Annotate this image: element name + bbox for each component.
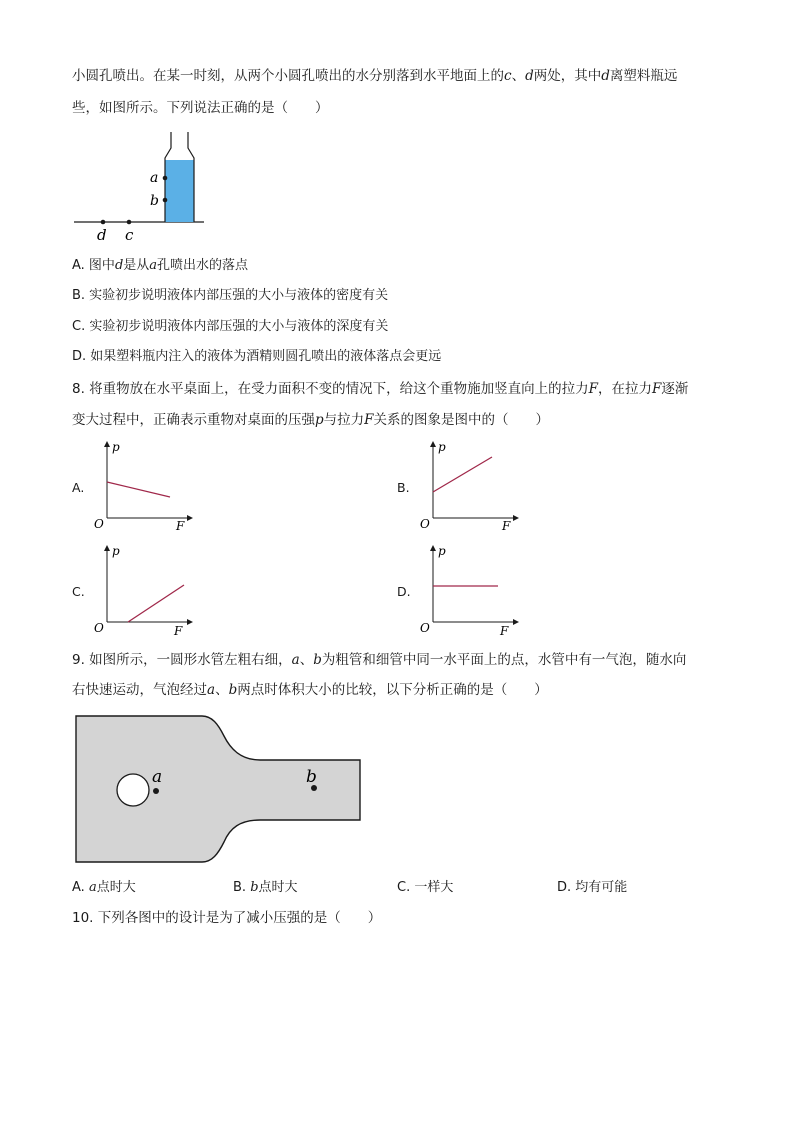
graph-a-line	[107, 482, 170, 497]
q10-stem: 10. 下列各图中的设计是为了减小压强的是（ ）	[72, 910, 382, 926]
q8-option-c-label[interactable]: C.	[72, 584, 85, 599]
graph-b-line	[433, 457, 492, 492]
q7-text: 小圆孔喷出。在某一时刻，从两个小圆孔喷出的水分别落到水平地面上的	[72, 68, 504, 84]
point-d	[101, 220, 106, 225]
svg-text:F: F	[500, 624, 509, 638]
svg-text:p: p	[438, 440, 446, 454]
graph-d[interactable]	[416, 542, 526, 638]
q7-text: A. 图中	[72, 258, 115, 273]
bottle-figure	[70, 128, 210, 246]
q9-text: B.	[233, 880, 251, 895]
hole-a	[163, 176, 168, 181]
svg-text:p: p	[438, 544, 446, 558]
label-b: b	[306, 767, 317, 787]
label-a: a	[152, 767, 163, 787]
graph-c-line	[128, 585, 184, 622]
graph-a[interactable]	[90, 438, 200, 532]
q9-sep: 、	[299, 652, 314, 668]
q7-option-a[interactable]	[72, 256, 248, 276]
q7-option-d[interactable]: D. 如果塑料瓶内注入的液体为酒精则圆孔喷出的液体落点会更远	[72, 349, 442, 364]
q9-sep: 、	[215, 682, 229, 698]
var-f: F	[588, 381, 599, 397]
pipe-figure	[74, 714, 366, 866]
q8-option-d-label[interactable]: D.	[397, 584, 411, 599]
q7-stem-line2: 些，如图所示。下列说法正确的是（ ）	[72, 100, 329, 116]
q9-stem-line2	[72, 680, 548, 700]
var-f: F	[652, 381, 662, 397]
var-d: d	[114, 258, 124, 273]
q7-option-b[interactable]: B. 实验初步说明液体内部压强的大小与液体的密度有关	[72, 288, 389, 303]
q7-option-c[interactable]: C. 实验初步说明液体内部压强的大小与液体的深度有关	[72, 319, 389, 334]
var-b: b	[313, 652, 322, 668]
q9-text: A.	[72, 880, 89, 895]
svg-text:O: O	[94, 517, 104, 531]
q7-sep: 、	[511, 68, 526, 84]
q8-text: 逐渐	[661, 381, 689, 397]
var-c: c	[504, 68, 512, 84]
svg-text:F: F	[176, 519, 185, 532]
q7-text: 孔喷出水的落点	[157, 258, 249, 273]
q9-text: 为粗管和细管中同一水平面上的点，水管中有一气泡，随水向	[321, 652, 687, 668]
label-a: a	[150, 170, 159, 186]
point-a	[153, 788, 159, 794]
q8-option-a-label[interactable]: A.	[72, 480, 85, 495]
q7-text: 是从	[123, 258, 150, 273]
q8-text: ，在拉力	[598, 381, 653, 397]
q7-stem-line1	[72, 66, 677, 86]
var-a: a	[149, 258, 158, 273]
q9-stem-line1	[72, 650, 686, 670]
q9-text: 9. 如图所示，一圆形水管左粗右细，	[72, 652, 292, 668]
label-c: c	[125, 226, 134, 244]
label-b: b	[150, 193, 159, 209]
svg-text:O: O	[94, 621, 104, 635]
bubble	[117, 774, 149, 806]
q7-text: 离塑料瓶远	[609, 68, 678, 84]
svg-text:p: p	[112, 544, 120, 558]
water-column	[165, 160, 194, 222]
q9-option-d[interactable]: D. 均有可能	[557, 880, 628, 895]
graph-c[interactable]	[90, 542, 200, 638]
label-d: d	[97, 226, 107, 244]
var-d: d	[601, 68, 610, 84]
q9-text: 点时大	[96, 880, 136, 895]
hole-b	[163, 198, 168, 203]
point-c	[127, 220, 132, 225]
q7-text: 两处，其中	[533, 68, 602, 84]
q8-text: 变大过程中，正确表示重物对桌面的压强	[72, 412, 315, 428]
q8-stem-line2	[72, 410, 549, 430]
q8-stem-line1	[72, 379, 688, 399]
var-f: F	[364, 412, 374, 428]
var-p: p	[315, 412, 324, 428]
svg-text:O: O	[420, 517, 430, 531]
svg-text:p: p	[112, 440, 120, 454]
var-a: a	[88, 880, 97, 895]
q8-text: 关系的图象是图中的（ ）	[373, 412, 550, 428]
var-d: d	[525, 68, 534, 84]
q9-option-a[interactable]	[72, 878, 136, 898]
q9-text: 右快速运动，气泡经过	[72, 682, 207, 698]
svg-text:F: F	[502, 519, 511, 532]
svg-text:O: O	[420, 621, 430, 635]
q9-option-c[interactable]: C. 一样大	[397, 880, 454, 895]
q9-option-b[interactable]	[233, 878, 298, 898]
graph-b[interactable]	[416, 438, 526, 532]
q9-text: 点时大	[258, 880, 298, 895]
svg-text:F: F	[174, 624, 183, 638]
q8-text: 与拉力	[323, 412, 365, 428]
q8-text: 8. 将重物放在水平桌面上，在受力面积不变的情况下，给这个重物施加竖直向上的拉力	[72, 381, 589, 397]
var-b: b	[250, 880, 259, 895]
var-b: b	[228, 682, 238, 698]
var-a: a	[207, 682, 216, 698]
q8-option-b-label[interactable]: B.	[397, 480, 410, 495]
var-a: a	[291, 652, 300, 668]
q9-text: 两点时体积大小的比较，以下分析正确的是（ ）	[237, 682, 548, 698]
